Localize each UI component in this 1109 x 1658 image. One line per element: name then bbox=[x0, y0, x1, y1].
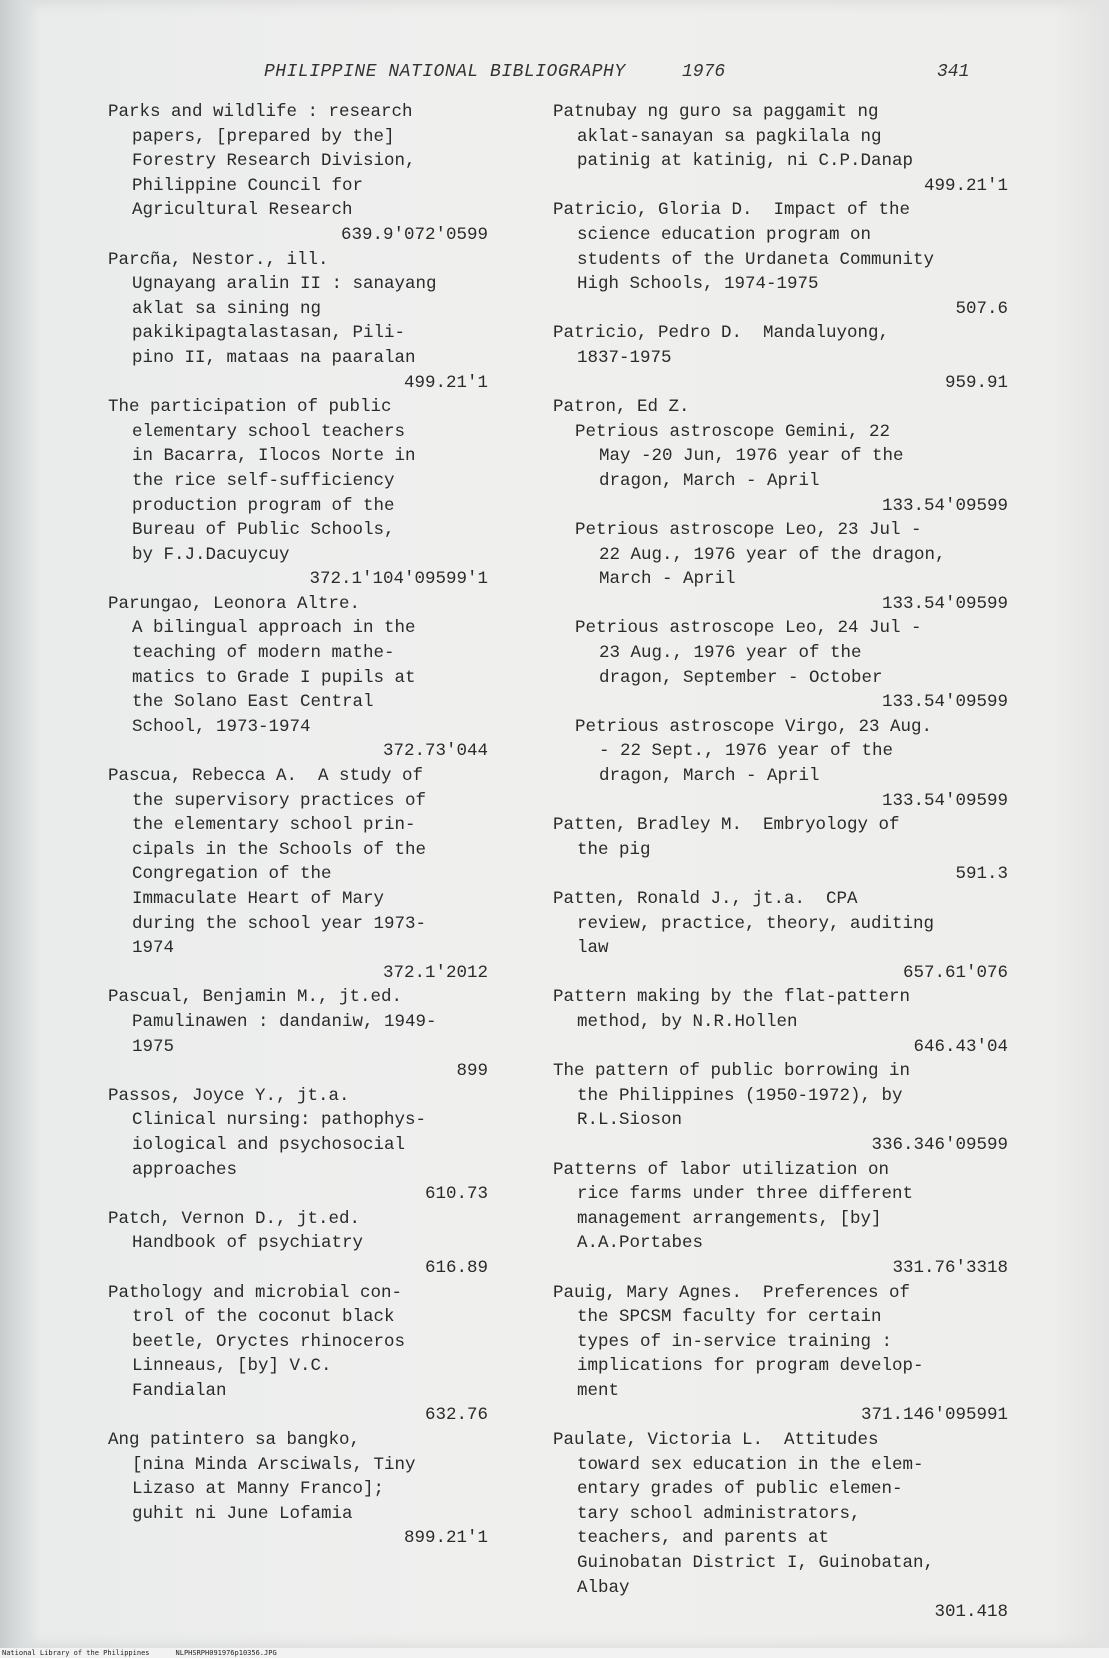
footer-source: National Library of the Philippines bbox=[2, 1649, 150, 1657]
bibliography-entry bbox=[575, 420, 1008, 518]
bibliography-entry bbox=[553, 198, 1008, 321]
bibliography-entry bbox=[108, 395, 488, 592]
bibliography-entry bbox=[553, 1428, 1008, 1625]
entry-text: Patnubay ng guro sa paggamit ng aklat-sanayan sa pagkilala ng patinig at katinig, ni C.P.Danap bbox=[553, 102, 914, 172]
class-number: 133.54'09599 bbox=[881, 495, 1008, 516]
entry-text: Patten, Bradley M. Embryology of the pig bbox=[553, 815, 900, 860]
scan-footer bbox=[0, 1648, 1109, 1658]
class-number: 610.73 bbox=[424, 1184, 488, 1205]
class-number: 371.146'095991 bbox=[860, 1405, 1008, 1426]
left-column bbox=[108, 100, 488, 1551]
bibliography-entry bbox=[553, 1059, 1008, 1157]
footer-filename: NLPHSRPH091976p10356.JPG bbox=[175, 1649, 277, 1657]
bibliography-entry bbox=[108, 764, 488, 985]
entry-text: Parungao, Leonora Altre. A bilingual approach in the teaching of modern mathe- matics to Grade I pupils at the Solano East Central School, 1973-1974 bbox=[108, 593, 416, 737]
bibliography-entry bbox=[108, 592, 488, 764]
class-number: 639.9'072'0599 bbox=[340, 224, 488, 245]
entry-text: Patten, Ronald J., jt.a. CPA review, practice, theory, auditing law bbox=[553, 889, 935, 959]
bibliography-entry bbox=[108, 985, 488, 1083]
entry-text: The pattern of public borrowing in the Philippines (1950-1972), by R.L.Sioson bbox=[553, 1061, 911, 1131]
bibliography-entry bbox=[108, 1084, 488, 1207]
class-number: 372.1'2012 bbox=[382, 962, 488, 983]
page-bleed-through bbox=[1052, 0, 1109, 1648]
entry-text: Pattern making by the flat-pattern method, by N.R.Hollen bbox=[553, 987, 911, 1032]
class-number: 372.73'044 bbox=[382, 741, 488, 762]
class-number: 657.61'076 bbox=[902, 962, 1008, 983]
bibliography-entry bbox=[108, 1428, 488, 1551]
entry-text: Petrious astroscope Leo, 23 Jul - 22 Aug., 1976 year of the dragon, March - April bbox=[575, 520, 946, 590]
bibliography-entry bbox=[575, 518, 1008, 616]
entry-text: Parcña, Nestor., ill. Ugnayang aralin II : sanayang aklat sa sining ng pakikipagtalastasan, Pili- pino II, mataas na paaralan bbox=[108, 249, 437, 368]
class-number: 336.346'09599 bbox=[871, 1134, 1008, 1155]
bibliography-entry bbox=[553, 985, 1008, 1059]
bibliography-entry bbox=[108, 1207, 488, 1281]
bibliography-entry bbox=[553, 813, 1008, 887]
entry-text: Patricio, Pedro D. Mandaluyong, 1837-1975 bbox=[553, 323, 890, 368]
bibliography-entry bbox=[553, 887, 1008, 985]
bibliography-entry bbox=[553, 321, 1008, 395]
bibliography-entry bbox=[575, 715, 1008, 813]
entry-text: Pascual, Benjamin M., jt.ed. Pamulinawen : dandaniw, 1949- 1975 bbox=[108, 987, 437, 1057]
entry-text: Parks and wildlife : research papers, [prepared by the] Forestry Research Division, Philippine Council for Agricultural Research bbox=[108, 102, 416, 221]
entry-text: Petrious astroscope Leo, 24 Jul - 23 Aug., 1976 year of the dragon, September - October bbox=[575, 618, 922, 688]
entry-text: Petrious astroscope Gemini, 22 May -20 Jun, 1976 year of the dragon, March - April bbox=[575, 421, 904, 491]
class-number: 591.3 bbox=[955, 864, 1008, 885]
class-number: 331.76'3318 bbox=[892, 1257, 1008, 1278]
entry-text: Patterns of labor utilization on rice farms under three different management arrangements, [by] A.A.Portabes bbox=[553, 1159, 914, 1254]
entry-text: Patch, Vernon D., jt.ed. Handbook of psychiatry bbox=[108, 1208, 364, 1254]
entry-text: Pauig, Mary Agnes. Preferences of the SPCSM faculty for certain types of in-service training : implications for program develop- ment bbox=[553, 1282, 924, 1401]
class-number: 632.76 bbox=[424, 1405, 488, 1426]
running-header-year: 1976 bbox=[682, 62, 726, 82]
bibliography-entry bbox=[553, 1281, 1008, 1429]
bibliography-entry bbox=[553, 100, 1008, 198]
bibliography-entry bbox=[108, 100, 488, 248]
class-number: 372.1'104'09599'1 bbox=[309, 569, 488, 590]
class-number: 301.418 bbox=[934, 1602, 1008, 1623]
bibliography-entry bbox=[575, 616, 1008, 714]
entry-text: Passos, Joyce Y., jt.a. Clinical nursing: pathophys- iological and psychosocial approaches bbox=[108, 1085, 427, 1180]
class-number: 133.54'09599 bbox=[881, 790, 1008, 811]
class-number: 499.21'1 bbox=[403, 372, 488, 393]
right-column bbox=[553, 100, 1008, 1625]
class-number: 499.21'1 bbox=[923, 175, 1008, 196]
bibliography-entry bbox=[108, 248, 488, 396]
class-number: 899 bbox=[456, 1061, 488, 1082]
class-number: 899.21'1 bbox=[403, 1528, 488, 1549]
entry-text: Pathology and microbial con- trol of the coconut black beetle, Oryctes rhinoceros Linneaus, [by] V.C. Fandialan bbox=[108, 1282, 406, 1401]
entry-text: Pascua, Rebecca A. A study of the supervisory practices of the elementary school prin- cipals in the Schools of the Congregation of the Immaculate Heart of Mary during the school year 1973- 1974 bbox=[108, 766, 427, 959]
class-number: 133.54'09599 bbox=[881, 692, 1008, 713]
bibliography-entry bbox=[553, 395, 1008, 420]
class-number: 616.89 bbox=[424, 1257, 488, 1278]
entry-text: The participation of public elementary school teachers in Bacarra, Ilocos Norte in the rice self-sufficiency production program of the Bureau of Public Schools, by F.J.Dacuycuy bbox=[108, 397, 416, 565]
class-number: 959.91 bbox=[944, 372, 1008, 393]
class-number: 646.43'04 bbox=[913, 1036, 1008, 1057]
entry-text: Paulate, Victoria L. Attitudes toward sex education in the elem- entary grades of public elemen- tary school administrators, teachers, and parents at Guinobatan District I, Guinobatan, Albay bbox=[553, 1430, 935, 1598]
page-gutter-shadow bbox=[0, 0, 40, 1648]
entry-text: Ang patintero sa bangko, [nina Minda Arsciwals, Tiny Lizaso at Manny Franco]; guhit ni June Lofamia bbox=[108, 1430, 416, 1524]
entry-text: Patron, Ed Z. bbox=[553, 397, 690, 418]
entry-text: Patricio, Gloria D. Impact of the science education program on students of the Urdaneta Community High Schools, 1974-1975 bbox=[553, 200, 935, 295]
entry-text: Petrious astroscope Virgo, 23 Aug. - 22 Sept., 1976 year of the dragon, March - April bbox=[575, 716, 933, 787]
running-header-title: PHILIPPINE NATIONAL BIBLIOGRAPHY bbox=[264, 62, 626, 82]
bibliography-entry bbox=[108, 1281, 488, 1429]
bibliography-entry bbox=[553, 1158, 1008, 1281]
class-number: 507.6 bbox=[955, 298, 1008, 319]
class-number: 133.54'09599 bbox=[881, 593, 1008, 614]
page-number: 341 bbox=[937, 62, 970, 82]
